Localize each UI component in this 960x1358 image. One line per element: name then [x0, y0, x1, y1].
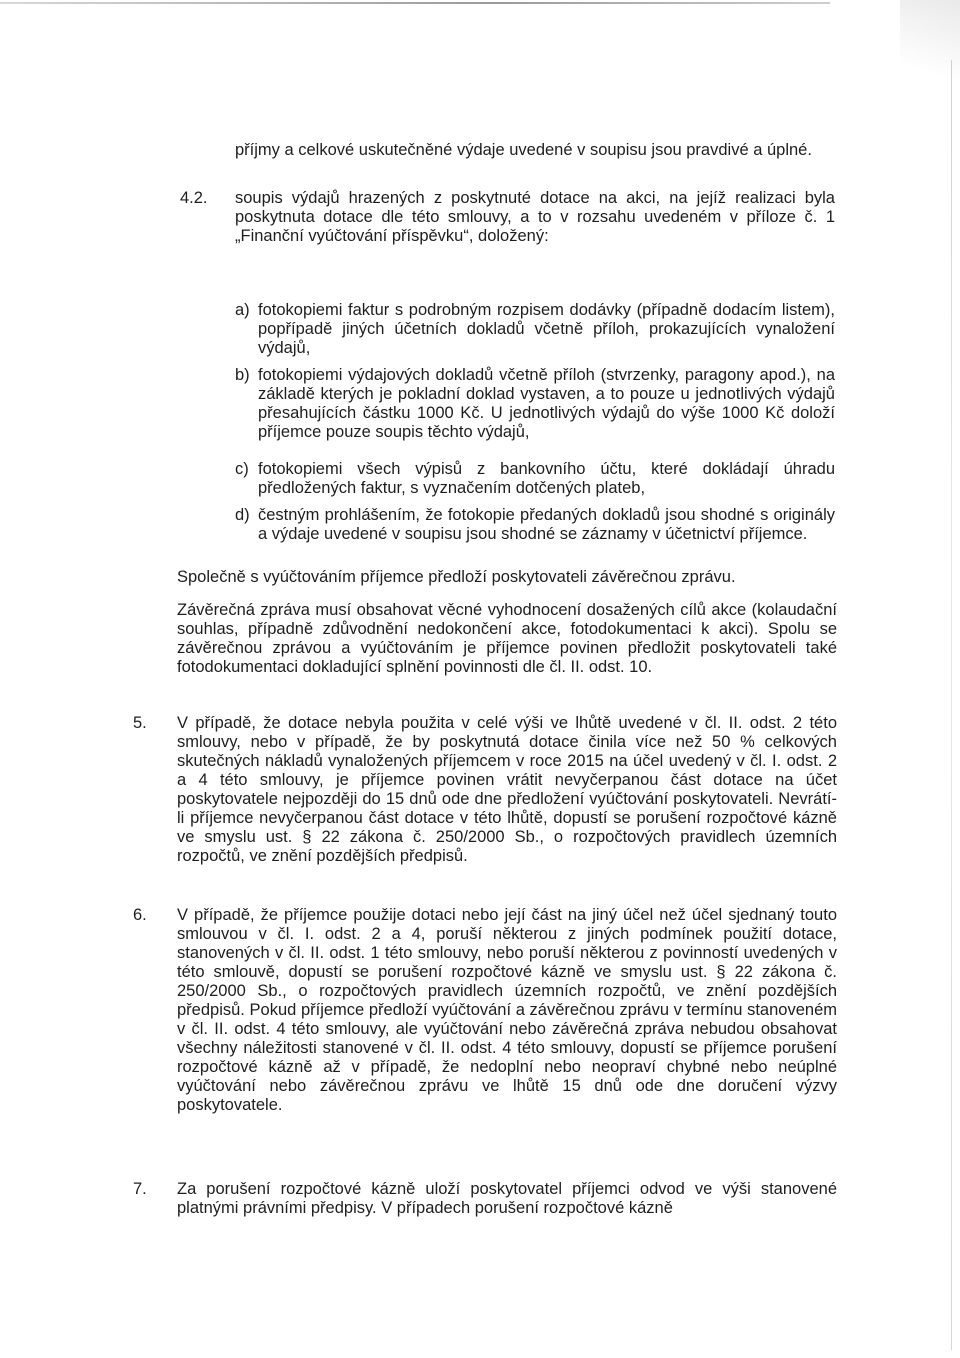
sub-item-label-c: c): [235, 460, 249, 478]
item-4-2-text: soupis výdajů hrazených z poskytnuté dotace na akci, na jejíž realizaci byla poskytnuta dotace dle této smlouvy, a to v rozsahu uvedeném v příloze č. 1 „Finanční vyúčtování příspěvku“, doložený:: [235, 189, 835, 245]
final-report-paragraph: Závěrečná zpráva musí obsahovat věcné vyhodnocení dosažených cílů akce (kolaudační souhlas, případně zdůvodnění nedokončení akce, fotodokumentaci k akci). Spolu se závěrečnou zprávou a vyúčtováním je příjemce povinen předložit poskytovateli také fotodokumentaci dokladující splnění povinnosti dle čl. II. odst. 10.: [177, 601, 837, 676]
together-paragraph: Společně s vyúčtováním příjemce předloží poskytovateli závěrečnou zprávu.: [177, 568, 736, 586]
section-6-text: V případě, že příjemce použije dotaci nebo její část na jiný účel než účel sjednaný touto smlouvou v čl. I. odst. 2 a 4, poruší některou z jiných podmínek použití dotace, stanovených v čl. II. odst. 1 této smlouvy, nebo poruší některou z povinností uvedených v této smlouvě, dopustí se porušení rozpočtové kázně ve smyslu ust. § 22 zákona č. 250/2000 Sb., o rozpočtových pravidlech územních rozpočtů, ve znění pozdějších předpisů. Pokud příjemce předloží vyúčtování a závěrečnou zprávu v termínu stanoveném v čl. II. odst. 4 této smlouvy, ale vyúčtování nebo závěrečná zpráva nebudou obsahovat všechny náležitosti stanovené v čl. II. odst. 4 této smlouvy, dopustí se příjemce porušení rozpočtové kázně až v případě, že nedoplní nebo neopraví chybné nebo neúplné vyúčtování nebo závěrečnou zprávu ve lhůtě 15 dnů ode dne doručení výzvy poskytovatele.: [177, 906, 837, 1114]
section-number-6: 6.: [133, 906, 147, 924]
sub-item-c-text: fotokopiemi všech výpisů z bankovního účtu, které dokládají úhradu předložených faktur, s vyznačením dotčených plateb,: [258, 460, 835, 497]
sub-item-d-text: čestným prohlášením, že fotokopie předaných dokladů jsou shodné s originály a výdaje uvedené v soupisu jsou shodné se záznamy v účetnictví příjemce.: [258, 506, 835, 543]
section-7-text: Za porušení rozpočtové kázně uloží poskytovatel příjemci odvod ve výši stanovené platnými právními předpisy. V případech porušení rozpočtové kázně: [177, 1180, 837, 1217]
intro-paragraph: příjmy a celkové uskutečněné výdaje uvedené v soupisu jsou pravdivé a úplné.: [235, 141, 812, 159]
sub-item-label-a: a): [235, 301, 250, 319]
section-number-5: 5.: [133, 714, 147, 732]
sub-item-b-text: fotokopiemi výdajových dokladů včetně příloh (stvrzenky, paragony apod.), na základě kterých je pokladní doklad vystaven, a to pouze u jednotlivých výdajů přesahujících částku 1000 Kč. U jednotlivých výdajů do výše 1000 Kč doloží příjemce pouze soupis těchto výdajů,: [258, 366, 835, 441]
sub-item-label-d: d): [235, 506, 250, 524]
item-number-4-2: 4.2.: [180, 189, 208, 207]
sub-item-a-text: fotokopiemi faktur s podrobným rozpisem dodávky (případně dodacím listem), popřípadě jiných účetních dokladů včetně příloh, prokazujících vynaložení výdajů,: [258, 301, 835, 357]
section-5-text: V případě, že dotace nebyla použita v celé výši ve lhůtě uvedené v čl. II. odst. 2 této smlouvy, nebo v případě, že by poskytnutá dotace činila více než 50 % celkových skutečných nákladů vynaložených příjemcem v roce 2015 na účel uvedený v čl. I. odst. 2 a 4 této smlouvy, je příjemce povinen vrátit nevyčerpanou část dotace na účet poskytovatele nejpozději do 15 dnů ode dne předložení vyúčtování poskytovateli. Nevrátí-li příjemce nevyčerpanou část dotace v této lhůtě, dopustí se porušení rozpočtové kázně ve smyslu ust. § 22 zákona č. 250/2000 Sb., o rozpočtových pravidlech územních rozpočtů, ve znění pozdějších předpisů.: [177, 714, 837, 865]
sub-item-label-b: b): [235, 366, 250, 384]
section-number-7: 7.: [133, 1180, 147, 1198]
